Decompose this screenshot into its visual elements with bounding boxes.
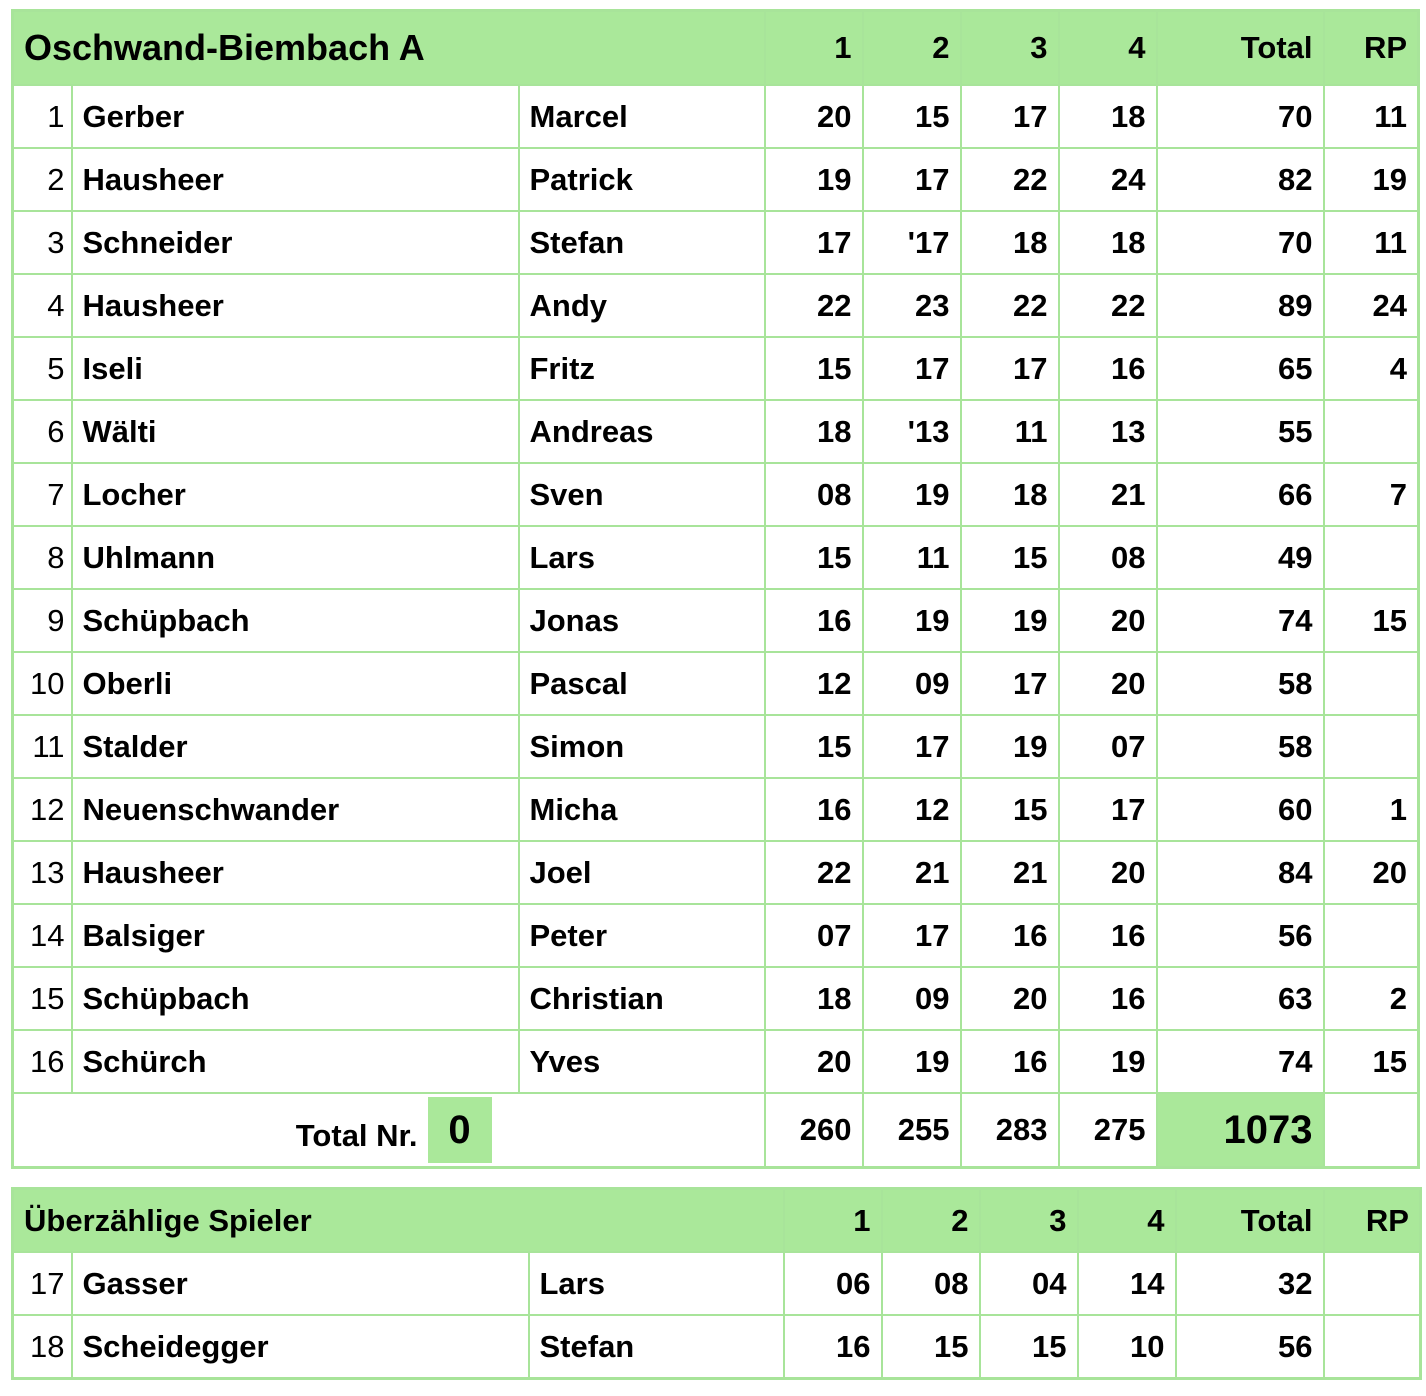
player-last-name: Scheidegger <box>72 1315 529 1379</box>
extra-header-round-1: 1 <box>784 1189 882 1253</box>
player-first-name: Stefan <box>519 211 765 274</box>
score-round-3: 04 <box>980 1252 1078 1315</box>
player-first-name: Andy <box>519 274 765 337</box>
player-first-name: Jonas <box>519 589 765 652</box>
header-rp: RP <box>1324 11 1419 86</box>
header-round-3: 3 <box>961 11 1059 86</box>
score-round-1: 22 <box>765 841 863 904</box>
extra-title: Überzählige Spieler <box>13 1189 784 1253</box>
score-round-4: 17 <box>1059 778 1157 841</box>
score-round-1: 15 <box>765 526 863 589</box>
score-round-3: 19 <box>961 589 1059 652</box>
extra-header-rp: RP <box>1324 1189 1421 1253</box>
table-row <box>13 211 1419 274</box>
score-round-3: 16 <box>961 1030 1059 1093</box>
player-first-name: Patrick <box>519 148 765 211</box>
player-rank: 6 <box>13 400 72 463</box>
player-rank: 11 <box>13 715 72 778</box>
score-round-4: 16 <box>1059 337 1157 400</box>
score-rp <box>1324 904 1419 967</box>
score-round-2: 11 <box>863 526 961 589</box>
player-last-name: Gerber <box>72 85 519 148</box>
score-total: 60 <box>1157 778 1324 841</box>
score-total: 89 <box>1157 274 1324 337</box>
total-nr-cell <box>13 1093 765 1168</box>
player-rank: 1 <box>13 85 72 148</box>
table-row <box>13 967 1419 1030</box>
score-round-3: 17 <box>961 337 1059 400</box>
score-total: 55 <box>1157 400 1324 463</box>
player-last-name: Stalder <box>72 715 519 778</box>
score-rp: 4 <box>1324 337 1419 400</box>
score-round-3: 15 <box>961 778 1059 841</box>
score-rp <box>1324 652 1419 715</box>
score-round-4: 22 <box>1059 274 1157 337</box>
player-rank: 8 <box>13 526 72 589</box>
player-last-name: Uhlmann <box>72 526 519 589</box>
header-total: Total <box>1157 11 1324 86</box>
score-round-1: 17 <box>765 211 863 274</box>
score-round-3: 16 <box>961 904 1059 967</box>
score-round-1: 18 <box>765 400 863 463</box>
score-total: 58 <box>1157 715 1324 778</box>
score-round-3: 19 <box>961 715 1059 778</box>
score-round-4: 16 <box>1059 904 1157 967</box>
score-round-1: 12 <box>765 652 863 715</box>
header-round-2: 2 <box>863 11 961 86</box>
player-rank: 9 <box>13 589 72 652</box>
score-round-1: 16 <box>784 1315 882 1379</box>
score-rp <box>1324 1315 1421 1379</box>
score-round-1: 15 <box>765 715 863 778</box>
player-first-name: Yves <box>519 1030 765 1093</box>
extra-header-total: Total <box>1176 1189 1324 1253</box>
table-row <box>13 337 1419 400</box>
player-rank: 16 <box>13 1030 72 1093</box>
extra-header-row <box>13 1189 1421 1253</box>
extra-header-round-3: 3 <box>980 1189 1078 1253</box>
extra-header-round-4: 4 <box>1078 1189 1176 1253</box>
score-round-2: 17 <box>863 337 961 400</box>
score-total: 58 <box>1157 652 1324 715</box>
score-total: 49 <box>1157 526 1324 589</box>
total-round-1: 260 <box>765 1093 863 1168</box>
score-round-4: 19 <box>1059 1030 1157 1093</box>
player-last-name: Hausheer <box>72 148 519 211</box>
score-total: 32 <box>1176 1252 1324 1315</box>
score-rp <box>1324 526 1419 589</box>
player-first-name: Sven <box>519 463 765 526</box>
score-rp: 19 <box>1324 148 1419 211</box>
score-round-1: 20 <box>765 85 863 148</box>
score-round-2: 12 <box>863 778 961 841</box>
score-round-3: 21 <box>961 841 1059 904</box>
player-first-name: Peter <box>519 904 765 967</box>
player-rank: 2 <box>13 148 72 211</box>
score-round-4: 07 <box>1059 715 1157 778</box>
player-first-name: Fritz <box>519 337 765 400</box>
score-round-2: 21 <box>863 841 961 904</box>
score-total: 74 <box>1157 1030 1324 1093</box>
player-rank: 7 <box>13 463 72 526</box>
score-round-4: 18 <box>1059 85 1157 148</box>
score-round-1: 15 <box>765 337 863 400</box>
score-total: 84 <box>1157 841 1324 904</box>
table-row <box>13 715 1419 778</box>
score-round-4: 10 <box>1078 1315 1176 1379</box>
score-round-3: 18 <box>961 211 1059 274</box>
score-round-2: 09 <box>863 652 961 715</box>
score-rp <box>1324 400 1419 463</box>
score-round-3: 15 <box>980 1315 1078 1379</box>
score-rp: 15 <box>1324 589 1419 652</box>
score-round-4: 21 <box>1059 463 1157 526</box>
score-round-2: 23 <box>863 274 961 337</box>
score-round-2: 19 <box>863 463 961 526</box>
table-row <box>13 841 1419 904</box>
score-round-2: 17 <box>863 904 961 967</box>
player-first-name: Joel <box>519 841 765 904</box>
player-rank: 4 <box>13 274 72 337</box>
score-round-3: 20 <box>961 967 1059 1030</box>
score-total: 56 <box>1157 904 1324 967</box>
player-rank: 17 <box>13 1252 72 1315</box>
score-round-1: 20 <box>765 1030 863 1093</box>
score-round-4: 20 <box>1059 652 1157 715</box>
table-row <box>13 589 1419 652</box>
score-rp: 7 <box>1324 463 1419 526</box>
score-total: 82 <box>1157 148 1324 211</box>
player-last-name: Schürch <box>72 1030 519 1093</box>
player-last-name: Wälti <box>72 400 519 463</box>
table-row <box>13 778 1419 841</box>
score-rp <box>1324 715 1419 778</box>
player-rank: 18 <box>13 1315 72 1379</box>
score-round-2: 17 <box>863 148 961 211</box>
player-last-name: Iseli <box>72 337 519 400</box>
score-rp: 15 <box>1324 1030 1419 1093</box>
player-first-name: Stefan <box>529 1315 784 1379</box>
player-last-name: Schüpbach <box>72 967 519 1030</box>
player-first-name: Andreas <box>519 400 765 463</box>
table-row <box>13 526 1419 589</box>
team-title: Oschwand-Biembach A <box>13 11 765 86</box>
player-last-name: Neuenschwander <box>72 778 519 841</box>
player-rank: 5 <box>13 337 72 400</box>
totals-row <box>13 1093 1419 1168</box>
score-round-4: 14 <box>1078 1252 1176 1315</box>
score-round-1: 07 <box>765 904 863 967</box>
score-round-2: '13 <box>863 400 961 463</box>
score-round-4: 24 <box>1059 148 1157 211</box>
table-row <box>13 400 1419 463</box>
total-nr-value: 0 <box>428 1097 492 1163</box>
score-round-4: 13 <box>1059 400 1157 463</box>
player-rank: 14 <box>13 904 72 967</box>
total-rp <box>1324 1093 1419 1168</box>
score-round-2: 08 <box>882 1252 980 1315</box>
player-first-name: Micha <box>519 778 765 841</box>
table-row <box>13 652 1419 715</box>
table-row <box>13 1252 1421 1315</box>
score-round-1: 16 <box>765 778 863 841</box>
score-rp <box>1324 1252 1421 1315</box>
player-last-name: Balsiger <box>72 904 519 967</box>
total-nr-label: Total Nr. <box>295 1118 418 1153</box>
score-round-4: 20 <box>1059 589 1157 652</box>
score-total: 63 <box>1157 967 1324 1030</box>
score-total: 56 <box>1176 1315 1324 1379</box>
score-round-2: 15 <box>863 85 961 148</box>
extra-header-round-2: 2 <box>882 1189 980 1253</box>
score-rp: 20 <box>1324 841 1419 904</box>
score-total: 74 <box>1157 589 1324 652</box>
score-round-3: 11 <box>961 400 1059 463</box>
score-rp: 2 <box>1324 967 1419 1030</box>
player-last-name: Hausheer <box>72 841 519 904</box>
player-first-name: Christian <box>519 967 765 1030</box>
score-round-3: 22 <box>961 148 1059 211</box>
total-round-2: 255 <box>863 1093 961 1168</box>
table-row <box>13 85 1419 148</box>
player-rank: 15 <box>13 967 72 1030</box>
score-rp: 1 <box>1324 778 1419 841</box>
score-total: 65 <box>1157 337 1324 400</box>
player-last-name: Gasser <box>72 1252 529 1315</box>
player-last-name: Hausheer <box>72 274 519 337</box>
header-round-1: 1 <box>765 11 863 86</box>
score-round-4: 16 <box>1059 967 1157 1030</box>
table-row <box>13 148 1419 211</box>
table-row <box>13 463 1419 526</box>
score-round-4: 08 <box>1059 526 1157 589</box>
table-row <box>13 274 1419 337</box>
player-last-name: Schneider <box>72 211 519 274</box>
score-round-1: 06 <box>784 1252 882 1315</box>
player-rank: 13 <box>13 841 72 904</box>
score-round-2: 09 <box>863 967 961 1030</box>
player-rank: 3 <box>13 211 72 274</box>
score-round-1: 18 <box>765 967 863 1030</box>
score-round-2: 17 <box>863 715 961 778</box>
score-round-2: 19 <box>863 1030 961 1093</box>
player-rank: 12 <box>13 778 72 841</box>
score-round-1: 22 <box>765 274 863 337</box>
player-rank: 10 <box>13 652 72 715</box>
header-round-4: 4 <box>1059 11 1157 86</box>
player-last-name: Schüpbach <box>72 589 519 652</box>
table-row <box>13 1315 1421 1379</box>
player-last-name: Locher <box>72 463 519 526</box>
score-round-1: 16 <box>765 589 863 652</box>
score-round-1: 19 <box>765 148 863 211</box>
score-total: 70 <box>1157 211 1324 274</box>
player-first-name: Pascal <box>519 652 765 715</box>
table-row <box>13 904 1419 967</box>
score-rp: 11 <box>1324 85 1419 148</box>
table-header-row <box>13 11 1419 86</box>
player-first-name: Simon <box>519 715 765 778</box>
score-round-4: 20 <box>1059 841 1157 904</box>
score-round-3: 22 <box>961 274 1059 337</box>
score-round-1: 08 <box>765 463 863 526</box>
player-first-name: Lars <box>529 1252 784 1315</box>
player-first-name: Marcel <box>519 85 765 148</box>
table-row <box>13 1030 1419 1093</box>
player-first-name: Lars <box>519 526 765 589</box>
team-score-table <box>11 9 1420 1169</box>
score-round-3: 17 <box>961 85 1059 148</box>
score-round-3: 15 <box>961 526 1059 589</box>
extra-players-table <box>11 1187 1422 1380</box>
score-round-4: 18 <box>1059 211 1157 274</box>
score-round-2: 15 <box>882 1315 980 1379</box>
total-round-3: 283 <box>961 1093 1059 1168</box>
score-total: 70 <box>1157 85 1324 148</box>
grand-total: 1073 <box>1157 1093 1324 1168</box>
score-round-3: 18 <box>961 463 1059 526</box>
score-total: 66 <box>1157 463 1324 526</box>
score-round-3: 17 <box>961 652 1059 715</box>
player-last-name: Oberli <box>72 652 519 715</box>
score-rp: 11 <box>1324 211 1419 274</box>
total-round-4: 275 <box>1059 1093 1157 1168</box>
score-round-2: 19 <box>863 589 961 652</box>
score-rp: 24 <box>1324 274 1419 337</box>
score-round-2: '17 <box>863 211 961 274</box>
